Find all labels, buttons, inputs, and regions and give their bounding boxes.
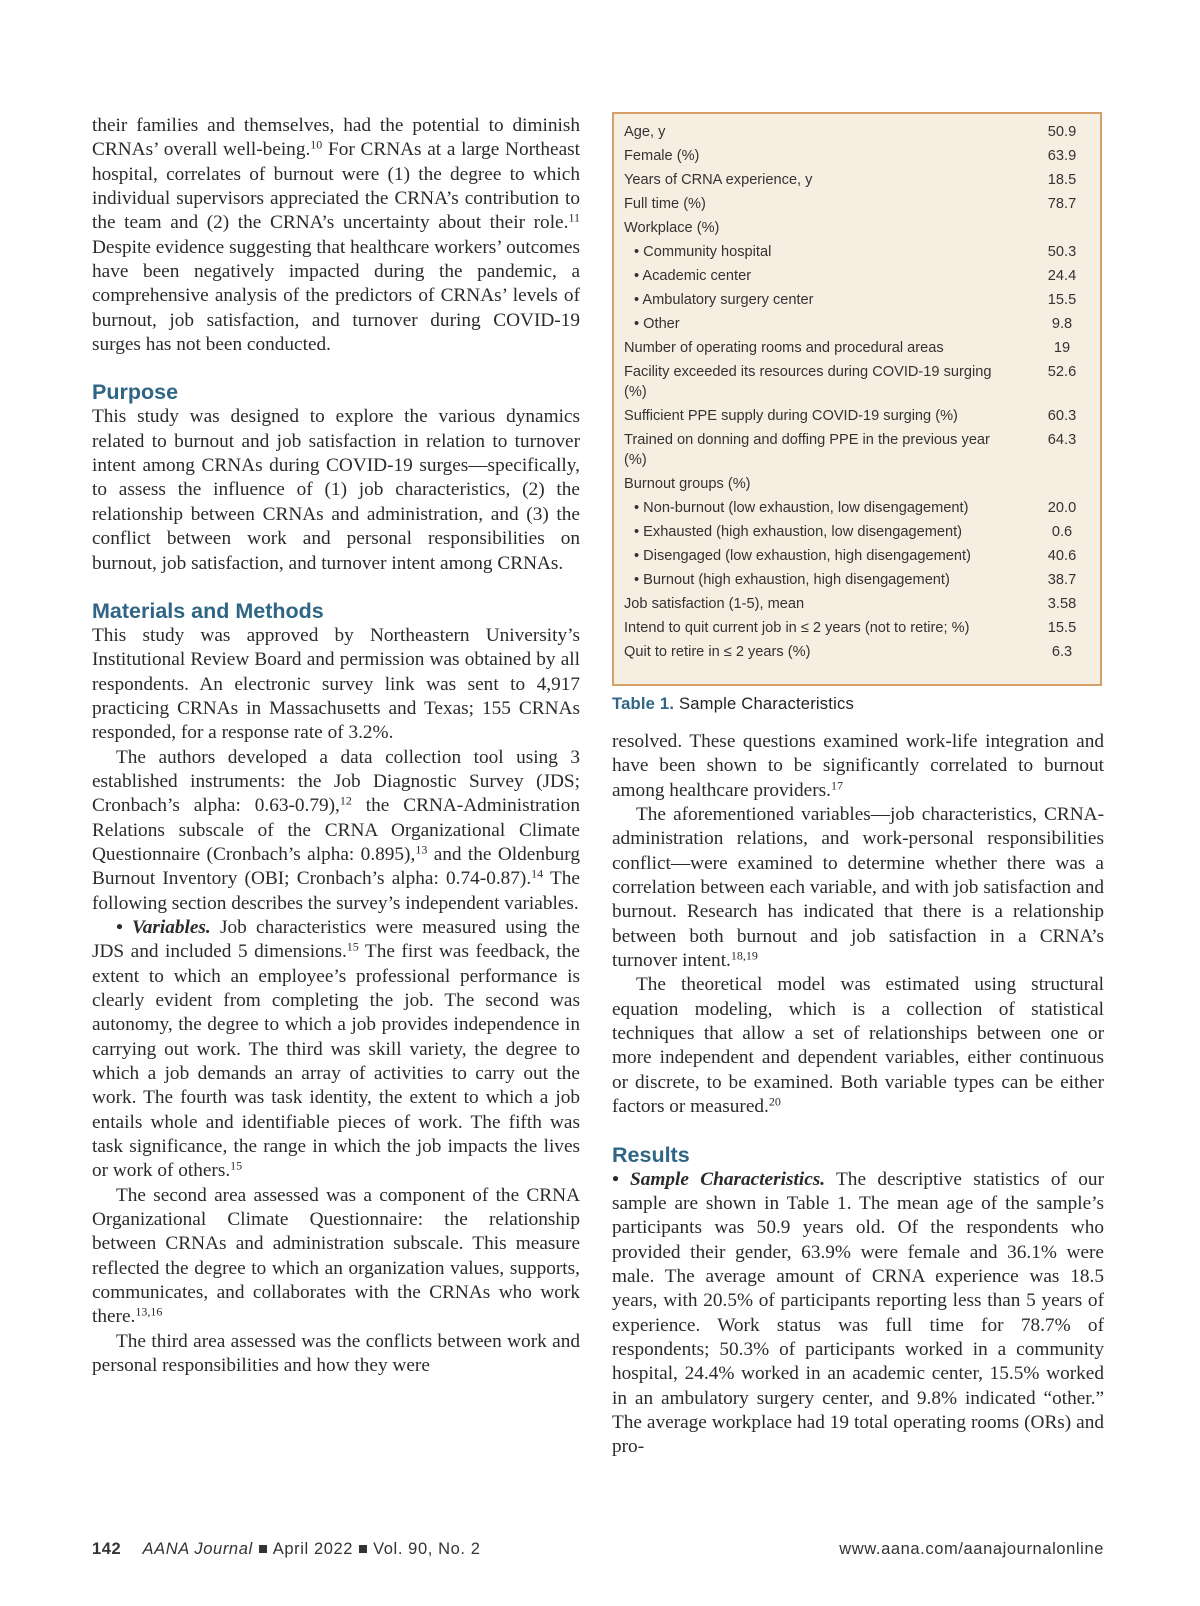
table-row: [614, 288, 1100, 312]
table-row-label: Facility exceeded its resources during COVID-19 surging (%): [624, 364, 992, 400]
table-row-label: Quit to retire in ≤ 2 years (%): [624, 644, 811, 660]
table-caption: [612, 694, 854, 714]
table-row-label: Age, y: [624, 124, 666, 140]
table-row: [614, 616, 1100, 640]
table-row-value: 38.7: [1047, 572, 1077, 588]
table-row-value: 50.9: [1047, 124, 1077, 140]
table-row-label: • Other: [634, 316, 680, 332]
table-caption-number: Table 1.: [612, 694, 675, 713]
left-column: [92, 114, 580, 1379]
table-row-label: Full time (%): [624, 196, 706, 212]
table-row-value: 15.5: [1047, 292, 1077, 308]
aforementioned-paragraph: The aforementioned variables—job characteristics, CRNA-administration relations, and work-personal responsibilities conflict—were examined to determine whether there was a correlation between each variable, and with job satisfaction and burnout. Research has indicated that there is a relationship between both burnout and job satisfaction in a CRNA’s turnover intent.$^{18,19}$: [612, 804, 1104, 972]
table-row-value: 52.6: [1047, 364, 1077, 380]
results-heading: Results: [612, 1142, 690, 1167]
separator-square: [259, 1545, 267, 1553]
methods-paragraph-2: The authors developed a data collection tool using 3 established instruments: the Job Diagnostic Survey (JDS; Cronbach’s alpha: 0.63-0.79),$^{12}$ the CRNA-Administration Relations subscale of the CRNA Organizational Climate Questionnaire (Cronbach’s alpha: 0.895),$^{13}$ and the Oldenburg Burnout Inventory (OBI; Cronbach’s alpha: 0.74-0.87).$^{14}$ The following section describes the survey’s independent variables.: [92, 746, 580, 914]
table-row-label: • Disengaged (low exhaustion, high disengagement): [634, 548, 971, 564]
issue-date: April 2022: [272, 1540, 354, 1558]
table-row-value: 24.4: [1047, 268, 1077, 284]
sample-characteristics-paragraph: • Sample Characteristics. The descriptive statistics of our sample are shown in Table 1. The mean age of the sample’s participants was 50.9 years old. Of the respondents who provided their gender, 63.9% were female and 36.1% were male. The average amount of CRNA experience was 18.5 years, with 20.5% of participants reporting less than 5 years of experience. Work status was full time for 78.7% of respondents; 50.3% of participants worked in a community hospital, 24.4% worked in an academic center, 15.5% worked in an ambulatory surgery center, and 9.8% indicated “other.” The average workplace had 19 total operating rooms (ORs) and pro-: [612, 1168, 1104, 1458]
methods-heading: Materials and Methods: [92, 598, 324, 623]
sample-characteristics-table: [612, 112, 1102, 686]
table-row-label: • Non-burnout (low exhaustion, low disengagement): [634, 500, 969, 516]
table-row-value: 0.6: [1051, 524, 1073, 540]
separator-square: [359, 1545, 367, 1553]
table-caption-text: Sample Characteristics: [678, 694, 854, 713]
table-row-label: • Ambulatory surgery center: [634, 292, 814, 308]
table-row: [614, 592, 1100, 616]
table-row-label: • Academic center: [634, 268, 752, 284]
table-row-label: Job satisfaction (1-5), mean: [624, 596, 805, 612]
right-column: [612, 730, 1104, 1460]
table-row: [614, 428, 1100, 472]
table-row: [614, 120, 1100, 144]
table-row-value: [1024, 474, 1100, 494]
table-row-value: 18.5: [1047, 172, 1077, 188]
table-row-label: Workplace (%): [624, 220, 720, 236]
table-row-value: 19: [1053, 340, 1071, 356]
table-row-value: 60.3: [1047, 408, 1077, 424]
table-row-label: Trained on donning and doffing PPE in the previous year (%): [624, 432, 990, 468]
table-row-value: [1024, 218, 1100, 238]
table-row-value: 3.58: [1047, 596, 1077, 612]
table-row-value: 20.0: [1047, 500, 1077, 516]
variables-paragraph: • Variables. Job characteristics were measured using the JDS and included 5 dimensions.$^{15}$ The first was feedback, the extent to which an employee’s professional performance is clearly evident from completing the job. The second was autonomy, the degree to which a job provides independence in carrying out work. The third was skill variety, the degree to which a job demands an array of activities to carry out the work. The fourth was task identity, the extent to which a job entails whole and identifiable pieces of work. The fifth was task significance, the range in which the job impacts the lives or work of others.$^{15}$: [92, 916, 580, 1182]
table-row-label: Burnout groups (%): [624, 476, 751, 492]
table-row-value: 6.3: [1051, 644, 1073, 660]
purpose-heading: Purpose: [92, 380, 179, 405]
table-row-label: Female (%): [624, 148, 700, 164]
purpose-paragraph: This study was designed to explore the various dynamics related to burnout and job satisfaction in relation to turnover intent among CRNAs during COVID-19 surges—specifically, to assess the influence of (1) job characteristics, (2) the relationship between CRNAs and administration, and (3) the conflict between work and personal responsibilities on burnout, job satisfaction, and turnover intent among CRNAs.: [92, 406, 580, 574]
table-row-value: 9.8: [1051, 316, 1073, 332]
table-row-value: 50.3: [1047, 244, 1077, 260]
table-row: [614, 404, 1100, 428]
journal-name: AANA Journal: [142, 1540, 253, 1558]
journal-url[interactable]: www.aana.com/aanajournalonline: [839, 1540, 1104, 1558]
second-area-paragraph: The second area assessed was a component of the CRNA Organizational Climate Questionnaire: the relationship between CRNAs and administration subscale. This measure reflected the degree to which an organization values, supports, communicates, and collaborates with the CRNAs who work there.$^{13,16}$: [92, 1184, 580, 1328]
table-row: [614, 168, 1100, 192]
table-row: [614, 520, 1100, 544]
table-row-value: 63.9: [1047, 148, 1077, 164]
table-row-label: Intend to quit current job in ≤ 2 years (not to retire; %): [624, 620, 970, 636]
table-row-value: 15.5: [1047, 620, 1077, 636]
table-row-label: Years of CRNA experience, y: [624, 172, 813, 188]
table-row: [614, 264, 1100, 288]
table-row: [614, 496, 1100, 520]
page-number: 142: [92, 1540, 122, 1558]
table-row: [614, 472, 1100, 496]
table-row: [614, 544, 1100, 568]
table-row-label: • Community hospital: [634, 244, 772, 260]
table-row-label: • Exhausted (high exhaustion, low disengagement): [634, 524, 962, 540]
table-row: [614, 312, 1100, 336]
methods-paragraph-1: This study was approved by Northeastern University’s Institutional Review Board and permission was obtained by all respondents. An electronic survey link was sent to 4,917 practicing CRNAs in Massachusetts and Texas; 155 CRNAs responded, for a response rate of 3.2%.: [92, 624, 580, 744]
theoretical-model-paragraph: The theoretical model was estimated using structural equation modeling, which is a collection of statistical techniques that allow a set of relationships between one or more independent and dependent variables, either continuous or discrete, to be examined. Both variable types can be either factors or measured.$^{20}$: [612, 974, 1104, 1118]
table-row: [614, 640, 1100, 664]
table-row: [614, 192, 1100, 216]
table-row-value: 78.7: [1047, 196, 1077, 212]
volume-issue: Vol. 90, No. 2: [373, 1540, 481, 1558]
table-row: [614, 216, 1100, 240]
table-row: [614, 336, 1100, 360]
table-row: [614, 240, 1100, 264]
table-row-label: • Burnout (high exhaustion, high disengagement): [634, 572, 950, 588]
table-row: [614, 144, 1100, 168]
footer-citation: [92, 1540, 481, 1559]
table-row-label: Sufficient PPE supply during COVID-19 surging (%): [624, 408, 958, 424]
table-row-label: Number of operating rooms and procedural areas: [624, 340, 944, 356]
table-row-value: 64.3: [1047, 432, 1077, 448]
table-row-value: 40.6: [1047, 548, 1077, 564]
resolved-paragraph: resolved. These questions examined work-life integration and have been shown to be significantly correlated to burnout among healthcare providers.$^{17}$: [612, 731, 1104, 801]
table-row: [614, 568, 1100, 592]
intro-paragraph: their families and themselves, had the potential to diminish CRNAs’ overall well-being.$^{10}$ For CRNAs at a large Northeast hospital, correlates of burnout were (1) the degree to which individual supervisors appreciated the CRNA’s contribution to the team and (2) the CRNA’s uncertainty about their role.$^{11}$ Despite evidence suggesting that healthcare workers’ outcomes have been negatively impacted during the pandemic, a comprehensive analysis of the predictors of CRNAs’ levels of burnout, job satisfaction, and turnover during COVID-19 surges has not been conducted.: [92, 115, 580, 356]
third-area-paragraph: The third area assessed was the conflicts between work and personal responsibilities and how they were: [92, 1330, 580, 1377]
table-row: [614, 360, 1100, 404]
